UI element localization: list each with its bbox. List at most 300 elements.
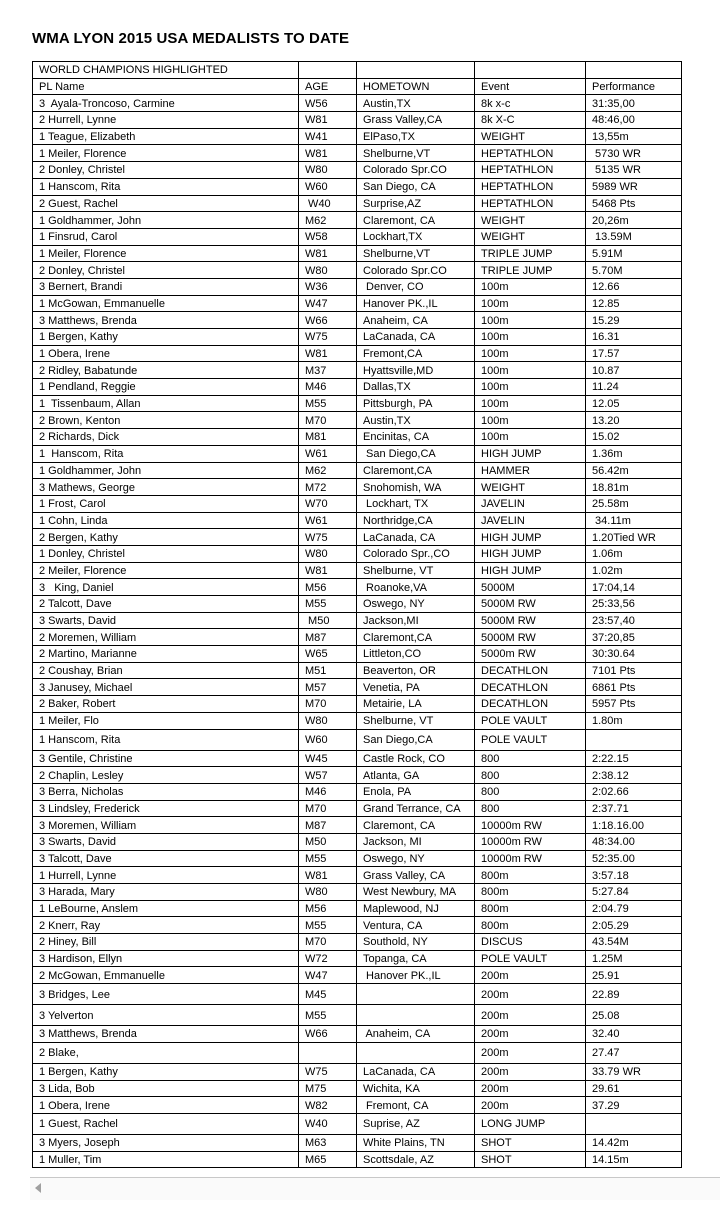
cell-performance: 30:30.64 [586, 646, 682, 663]
header-hometown: HOMETOWN [357, 78, 475, 95]
cell-event: 800 [475, 750, 586, 767]
cell-name: 3 Janusey, Michael [33, 679, 299, 696]
cell-name: 3 Matthews, Brenda [33, 312, 299, 329]
cell-hometown: Denver, CO [357, 278, 475, 295]
cell-event: POLE VAULT [475, 950, 586, 967]
cell-performance: 43.54M [586, 934, 682, 951]
cell-name: 3 Lindsley, Frederick [33, 800, 299, 817]
cell-age: W66 [299, 312, 357, 329]
cell-hometown: Claremont, CA [357, 212, 475, 229]
cell-age: W80 [299, 884, 357, 901]
cell-event: LONG JUMP [475, 1113, 586, 1134]
cell-event: TRIPLE JUMP [475, 262, 586, 279]
cell-name: 1 Finsrud, Carol [33, 228, 299, 245]
cell-age: M65 [299, 1151, 357, 1168]
cell-performance: 14.15m [586, 1151, 682, 1168]
cell-name: 1 Hanscom, Rita [33, 729, 299, 750]
cell-age: M70 [299, 800, 357, 817]
cell-name: 2 Donley, Christel [33, 162, 299, 179]
cell-name: 3 Mathews, George [33, 479, 299, 496]
cell-name: 1 Obera, Irene [33, 1097, 299, 1114]
cell-hometown: Hanover PK.,IL [357, 295, 475, 312]
cell-event: 100m [475, 412, 586, 429]
cell-hometown: LaCanada, CA [357, 329, 475, 346]
cell-performance: 48:34.00 [586, 833, 682, 850]
table-row [33, 145, 682, 162]
cell-performance: 25:33,56 [586, 596, 682, 613]
cell-performance: 17.57 [586, 345, 682, 362]
table-row [33, 228, 682, 245]
cell-age: W80 [299, 162, 357, 179]
cell-age: W57 [299, 767, 357, 784]
table-row [33, 245, 682, 262]
cell-hometown: Suprise, AZ [357, 1113, 475, 1134]
cell-performance: 12.85 [586, 295, 682, 312]
table-row [33, 162, 682, 179]
table-row [33, 379, 682, 396]
cell-age: M72 [299, 479, 357, 496]
cell-age: M46 [299, 379, 357, 396]
cell-age: W66 [299, 1026, 357, 1043]
cell-name: 3 Gentile, Christine [33, 750, 299, 767]
cell-performance: 13.59M [586, 228, 682, 245]
cell-event: 200m [475, 967, 586, 984]
cell-performance: 5.91M [586, 245, 682, 262]
cell-age [299, 1042, 357, 1063]
cell-event: JAVELIN [475, 512, 586, 529]
caption-row [33, 62, 682, 79]
cell-name: 2 McGowan, Emmanuelle [33, 967, 299, 984]
header-name: PL Name [33, 78, 299, 95]
header-event: Event [475, 78, 586, 95]
header-age: AGE [299, 78, 357, 95]
cell-hometown: White Plains, TN [357, 1134, 475, 1151]
cell-hometown: Grass Valley, CA [357, 867, 475, 884]
table-row [33, 1026, 682, 1043]
cell-hometown: Ventura, CA [357, 917, 475, 934]
table-row [33, 1080, 682, 1097]
cell-age: W81 [299, 112, 357, 129]
table-row [33, 662, 682, 679]
cell-performance: 12.66 [586, 278, 682, 295]
cell-performance [586, 729, 682, 750]
table-row [33, 967, 682, 984]
table-row [33, 395, 682, 412]
cell-event: SHOT [475, 1134, 586, 1151]
cell-performance: 1.02m [586, 562, 682, 579]
cell-age: W81 [299, 345, 357, 362]
cell-age: W41 [299, 128, 357, 145]
cell-age: W65 [299, 646, 357, 663]
cell-hometown: Shelburne, VT [357, 562, 475, 579]
empty-cell [475, 62, 586, 79]
cell-performance: 2:22.15 [586, 750, 682, 767]
cell-hometown: LaCanada, CA [357, 529, 475, 546]
table-row [33, 984, 682, 1005]
cell-age: W40 [299, 1113, 357, 1134]
cell-name: 2 Guest, Rachel [33, 195, 299, 212]
cell-performance: 2:37.71 [586, 800, 682, 817]
cell-hometown: Atlanta, GA [357, 767, 475, 784]
cell-age: M70 [299, 412, 357, 429]
cell-hometown: Colorado Spr.CO [357, 262, 475, 279]
cell-age: M55 [299, 917, 357, 934]
cell-performance: 29.61 [586, 1080, 682, 1097]
cell-name: 1 Teague, Elizabeth [33, 128, 299, 145]
table-row [33, 345, 682, 362]
cell-performance: 6861 Pts [586, 679, 682, 696]
cell-hometown: Beaverton, OR [357, 662, 475, 679]
cell-age: W40 [299, 195, 357, 212]
table-row [33, 767, 682, 784]
cell-event: DISCUS [475, 934, 586, 951]
cell-performance: 1:18.16.00 [586, 817, 682, 834]
cell-hometown: Oswego, NY [357, 850, 475, 867]
cell-hometown: Wichita, KA [357, 1080, 475, 1097]
cell-age: W80 [299, 712, 357, 729]
cell-age: M55 [299, 1005, 357, 1026]
cell-performance: 27.47 [586, 1042, 682, 1063]
cell-performance: 11.24 [586, 379, 682, 396]
cell-performance: 2:02.66 [586, 783, 682, 800]
cell-event: 800m [475, 884, 586, 901]
cell-event: 5000M RW [475, 629, 586, 646]
cell-name: 3 Swarts, David [33, 833, 299, 850]
cell-event: HIGH JUMP [475, 545, 586, 562]
cell-event: HIGH JUMP [475, 529, 586, 546]
cell-hometown: Fremont,CA [357, 345, 475, 362]
cell-hometown: Colorado Spr.CO [357, 162, 475, 179]
table-row [33, 545, 682, 562]
cell-hometown: Claremont,CA [357, 462, 475, 479]
cell-hometown: Littleton,CO [357, 646, 475, 663]
cell-name: 3 Ayala-Troncoso, Carmine [33, 95, 299, 112]
cell-event: 200m [475, 1026, 586, 1043]
cell-performance: 25.08 [586, 1005, 682, 1026]
table-row [33, 729, 682, 750]
cell-event: 100m [475, 429, 586, 446]
cell-event: 5000m RW [475, 646, 586, 663]
table-row [33, 1005, 682, 1026]
cell-age: W75 [299, 329, 357, 346]
table-row [33, 629, 682, 646]
cell-event: 10000m RW [475, 833, 586, 850]
cell-age: W56 [299, 95, 357, 112]
cell-age: M45 [299, 984, 357, 1005]
cell-event: 200m [475, 984, 586, 1005]
cell-age: W45 [299, 750, 357, 767]
cell-name: 2 Donley, Christel [33, 262, 299, 279]
cell-event: 100m [475, 345, 586, 362]
cell-name: 2 Richards, Dick [33, 429, 299, 446]
cell-event: 100m [475, 395, 586, 412]
cell-hometown: Castle Rock, CO [357, 750, 475, 767]
cell-performance: 14.42m [586, 1134, 682, 1151]
cell-name: 2 Meiler, Florence [33, 562, 299, 579]
cell-event: HEPTATHLON [475, 145, 586, 162]
cell-performance: 15.29 [586, 312, 682, 329]
cell-name: 1 Bergen, Kathy [33, 329, 299, 346]
table-row [33, 800, 682, 817]
table-caption: WORLD CHAMPIONS HIGHLIGHTED [33, 62, 299, 79]
cell-event: TRIPLE JUMP [475, 245, 586, 262]
cell-age: W61 [299, 445, 357, 462]
cell-name: 3 Yelverton [33, 1005, 299, 1026]
cell-performance: 13.20 [586, 412, 682, 429]
cell-hometown: Dallas,TX [357, 379, 475, 396]
cell-hometown: ElPaso,TX [357, 128, 475, 145]
header-performance: Performance [586, 78, 682, 95]
table-row [33, 884, 682, 901]
cell-event: 200m [475, 1042, 586, 1063]
cell-performance: 5730 WR [586, 145, 682, 162]
cell-performance: 1.36m [586, 445, 682, 462]
table-row [33, 445, 682, 462]
cell-performance: 56.42m [586, 462, 682, 479]
cell-performance: 17:04,14 [586, 579, 682, 596]
cell-performance: 5468 Pts [586, 195, 682, 212]
cell-performance: 23:57,40 [586, 612, 682, 629]
cell-event: 800 [475, 783, 586, 800]
cell-hometown: Enola, PA [357, 783, 475, 800]
cell-name: 2 Baker, Robert [33, 696, 299, 713]
cell-performance: 25.91 [586, 967, 682, 984]
table-row [33, 833, 682, 850]
table-row [33, 679, 682, 696]
table-row [33, 1113, 682, 1134]
table-row [33, 900, 682, 917]
cell-event: HIGH JUMP [475, 562, 586, 579]
cell-hometown: Jackson,MI [357, 612, 475, 629]
table-row [33, 128, 682, 145]
cell-age: W60 [299, 178, 357, 195]
cell-name: 2 Hiney, Bill [33, 934, 299, 951]
cell-performance: 22.89 [586, 984, 682, 1005]
cell-name: 2 Ridley, Babatunde [33, 362, 299, 379]
cell-age: M81 [299, 429, 357, 446]
cell-age: W47 [299, 295, 357, 312]
cell-name: 1 Pendland, Reggie [33, 379, 299, 396]
cell-hometown: Anaheim, CA [357, 1026, 475, 1043]
cell-event: 5000M RW [475, 612, 586, 629]
cell-event: HAMMER [475, 462, 586, 479]
cell-age: M75 [299, 1080, 357, 1097]
cell-name: 1 Hanscom, Rita [33, 445, 299, 462]
cell-event: WEIGHT [475, 479, 586, 496]
cell-hometown [357, 1042, 475, 1063]
cell-name: 3 Berra, Nicholas [33, 783, 299, 800]
cell-event: 10000m RW [475, 817, 586, 834]
table-row [33, 512, 682, 529]
cell-hometown: Shelburne,VT [357, 245, 475, 262]
cell-event: WEIGHT [475, 228, 586, 245]
cell-performance: 33.79 WR [586, 1063, 682, 1080]
cell-name: 1 Goldhammer, John [33, 212, 299, 229]
cell-hometown [357, 984, 475, 1005]
cell-age: W80 [299, 262, 357, 279]
cell-hometown: Roanoke,VA [357, 579, 475, 596]
horizontal-scrollbar[interactable] [30, 1177, 720, 1200]
cell-name: 1 Obera, Irene [33, 345, 299, 362]
cell-name: 2 Bergen, Kathy [33, 529, 299, 546]
cell-performance: 12.05 [586, 395, 682, 412]
cell-performance: 16.31 [586, 329, 682, 346]
table-row [33, 917, 682, 934]
cell-performance: 3:57.18 [586, 867, 682, 884]
cell-name: 1 Hurrell, Lynne [33, 867, 299, 884]
table-row [33, 295, 682, 312]
cell-age: M55 [299, 850, 357, 867]
table-row [33, 212, 682, 229]
cell-name: 1 Meiler, Florence [33, 245, 299, 262]
cell-event: 800 [475, 767, 586, 784]
cell-age: W81 [299, 245, 357, 262]
cell-age: W75 [299, 1063, 357, 1080]
cell-event: DECATHLON [475, 679, 586, 696]
cell-name: 3 Swarts, David [33, 612, 299, 629]
cell-name: 3 King, Daniel [33, 579, 299, 596]
cell-performance: 1.80m [586, 712, 682, 729]
cell-hometown: Maplewood, NJ [357, 900, 475, 917]
cell-hometown: Venetia, PA [357, 679, 475, 696]
cell-name: 1 Muller, Tim [33, 1151, 299, 1168]
cell-name: 2 Coushay, Brian [33, 662, 299, 679]
cell-hometown: Scottsdale, AZ [357, 1151, 475, 1168]
cell-name: 2 Talcott, Dave [33, 596, 299, 613]
cell-age: W58 [299, 228, 357, 245]
cell-name: 2 Chaplin, Lesley [33, 767, 299, 784]
cell-event: JAVELIN [475, 495, 586, 512]
cell-hometown: Claremont,CA [357, 629, 475, 646]
table-row [33, 329, 682, 346]
cell-name: 3 Matthews, Brenda [33, 1026, 299, 1043]
cell-performance: 10.87 [586, 362, 682, 379]
cell-performance: 5957 Pts [586, 696, 682, 713]
cell-name: 1 Meiler, Florence [33, 145, 299, 162]
cell-hometown: Hyattsville,MD [357, 362, 475, 379]
cell-name: 1 Hanscom, Rita [33, 178, 299, 195]
table-row [33, 112, 682, 129]
table-row [33, 646, 682, 663]
cell-hometown: San Diego,CA [357, 445, 475, 462]
cell-name: 1 Meiler, Flo [33, 712, 299, 729]
table-row [33, 362, 682, 379]
cell-performance: 20,26m [586, 212, 682, 229]
cell-performance: 2:05.29 [586, 917, 682, 934]
table-row [33, 312, 682, 329]
cell-event: HEPTATHLON [475, 162, 586, 179]
cell-event: HIGH JUMP [475, 445, 586, 462]
cell-age: W61 [299, 512, 357, 529]
cell-event: 800 [475, 800, 586, 817]
cell-event: 100m [475, 295, 586, 312]
cell-name: 1 Guest, Rachel [33, 1113, 299, 1134]
cell-name: 1 Cohn, Linda [33, 512, 299, 529]
table-row [33, 1134, 682, 1151]
cell-event: 800m [475, 917, 586, 934]
cell-name: 2 Moremen, William [33, 629, 299, 646]
cell-age: W72 [299, 950, 357, 967]
cell-age: M55 [299, 395, 357, 412]
cell-name: 1 McGowan, Emmanuelle [33, 295, 299, 312]
cell-hometown: Shelburne,VT [357, 145, 475, 162]
cell-age: W81 [299, 562, 357, 579]
cell-hometown: West Newbury, MA [357, 884, 475, 901]
cell-hometown: Lockhart, TX [357, 495, 475, 512]
table-row [33, 429, 682, 446]
cell-hometown: LaCanada, CA [357, 1063, 475, 1080]
table-row [33, 867, 682, 884]
cell-name: 2 Brown, Kenton [33, 412, 299, 429]
cell-hometown: Jackson, MI [357, 833, 475, 850]
table-row [33, 1151, 682, 1168]
table-row [33, 529, 682, 546]
cell-name: 3 Myers, Joseph [33, 1134, 299, 1151]
cell-hometown: Snohomish, WA [357, 479, 475, 496]
cell-age: M87 [299, 629, 357, 646]
cell-age: M62 [299, 212, 357, 229]
cell-event: POLE VAULT [475, 729, 586, 750]
cell-performance: 5135 WR [586, 162, 682, 179]
cell-hometown: Anaheim, CA [357, 312, 475, 329]
cell-event: 100m [475, 379, 586, 396]
cell-event: HEPTATHLON [475, 178, 586, 195]
cell-age: M55 [299, 596, 357, 613]
cell-age: W82 [299, 1097, 357, 1114]
cell-age: M70 [299, 934, 357, 951]
cell-event: 8k x-c [475, 95, 586, 112]
cell-event: 100m [475, 312, 586, 329]
cell-performance: 32.40 [586, 1026, 682, 1043]
cell-performance: 2:04.79 [586, 900, 682, 917]
cell-hometown [357, 1005, 475, 1026]
cell-performance: 5:27.84 [586, 884, 682, 901]
table-row [33, 950, 682, 967]
cell-event: 100m [475, 362, 586, 379]
cell-name: 3 Bernert, Brandi [33, 278, 299, 295]
page-title: WMA LYON 2015 USA MEDALISTS TO DATE [32, 30, 350, 47]
table-row [33, 783, 682, 800]
cell-age: W75 [299, 529, 357, 546]
cell-age: M51 [299, 662, 357, 679]
table-row [33, 495, 682, 512]
cell-age: M57 [299, 679, 357, 696]
cell-hometown: Fremont, CA [357, 1097, 475, 1114]
cell-hometown: Oswego, NY [357, 596, 475, 613]
table-row [33, 712, 682, 729]
cell-name: 2 Knerr, Ray [33, 917, 299, 934]
table-row [33, 479, 682, 496]
table-row [33, 462, 682, 479]
cell-performance: 5989 WR [586, 178, 682, 195]
cell-event: WEIGHT [475, 128, 586, 145]
cell-event: DECATHLON [475, 696, 586, 713]
cell-performance: 1.20Tied WR [586, 529, 682, 546]
scroll-left-arrow-icon[interactable] [35, 1183, 41, 1193]
cell-name: 3 Harada, Mary [33, 884, 299, 901]
empty-cell [586, 62, 682, 79]
cell-event: 8k X-C [475, 112, 586, 129]
cell-name: 3 Talcott, Dave [33, 850, 299, 867]
cell-performance: 15.02 [586, 429, 682, 446]
cell-event: 800m [475, 900, 586, 917]
cell-event: 5000M RW [475, 596, 586, 613]
cell-performance: 37:20,85 [586, 629, 682, 646]
cell-event: 100m [475, 278, 586, 295]
cell-hometown: Topanga, CA [357, 950, 475, 967]
cell-performance: 18.81m [586, 479, 682, 496]
cell-name: 3 Lida, Bob [33, 1080, 299, 1097]
